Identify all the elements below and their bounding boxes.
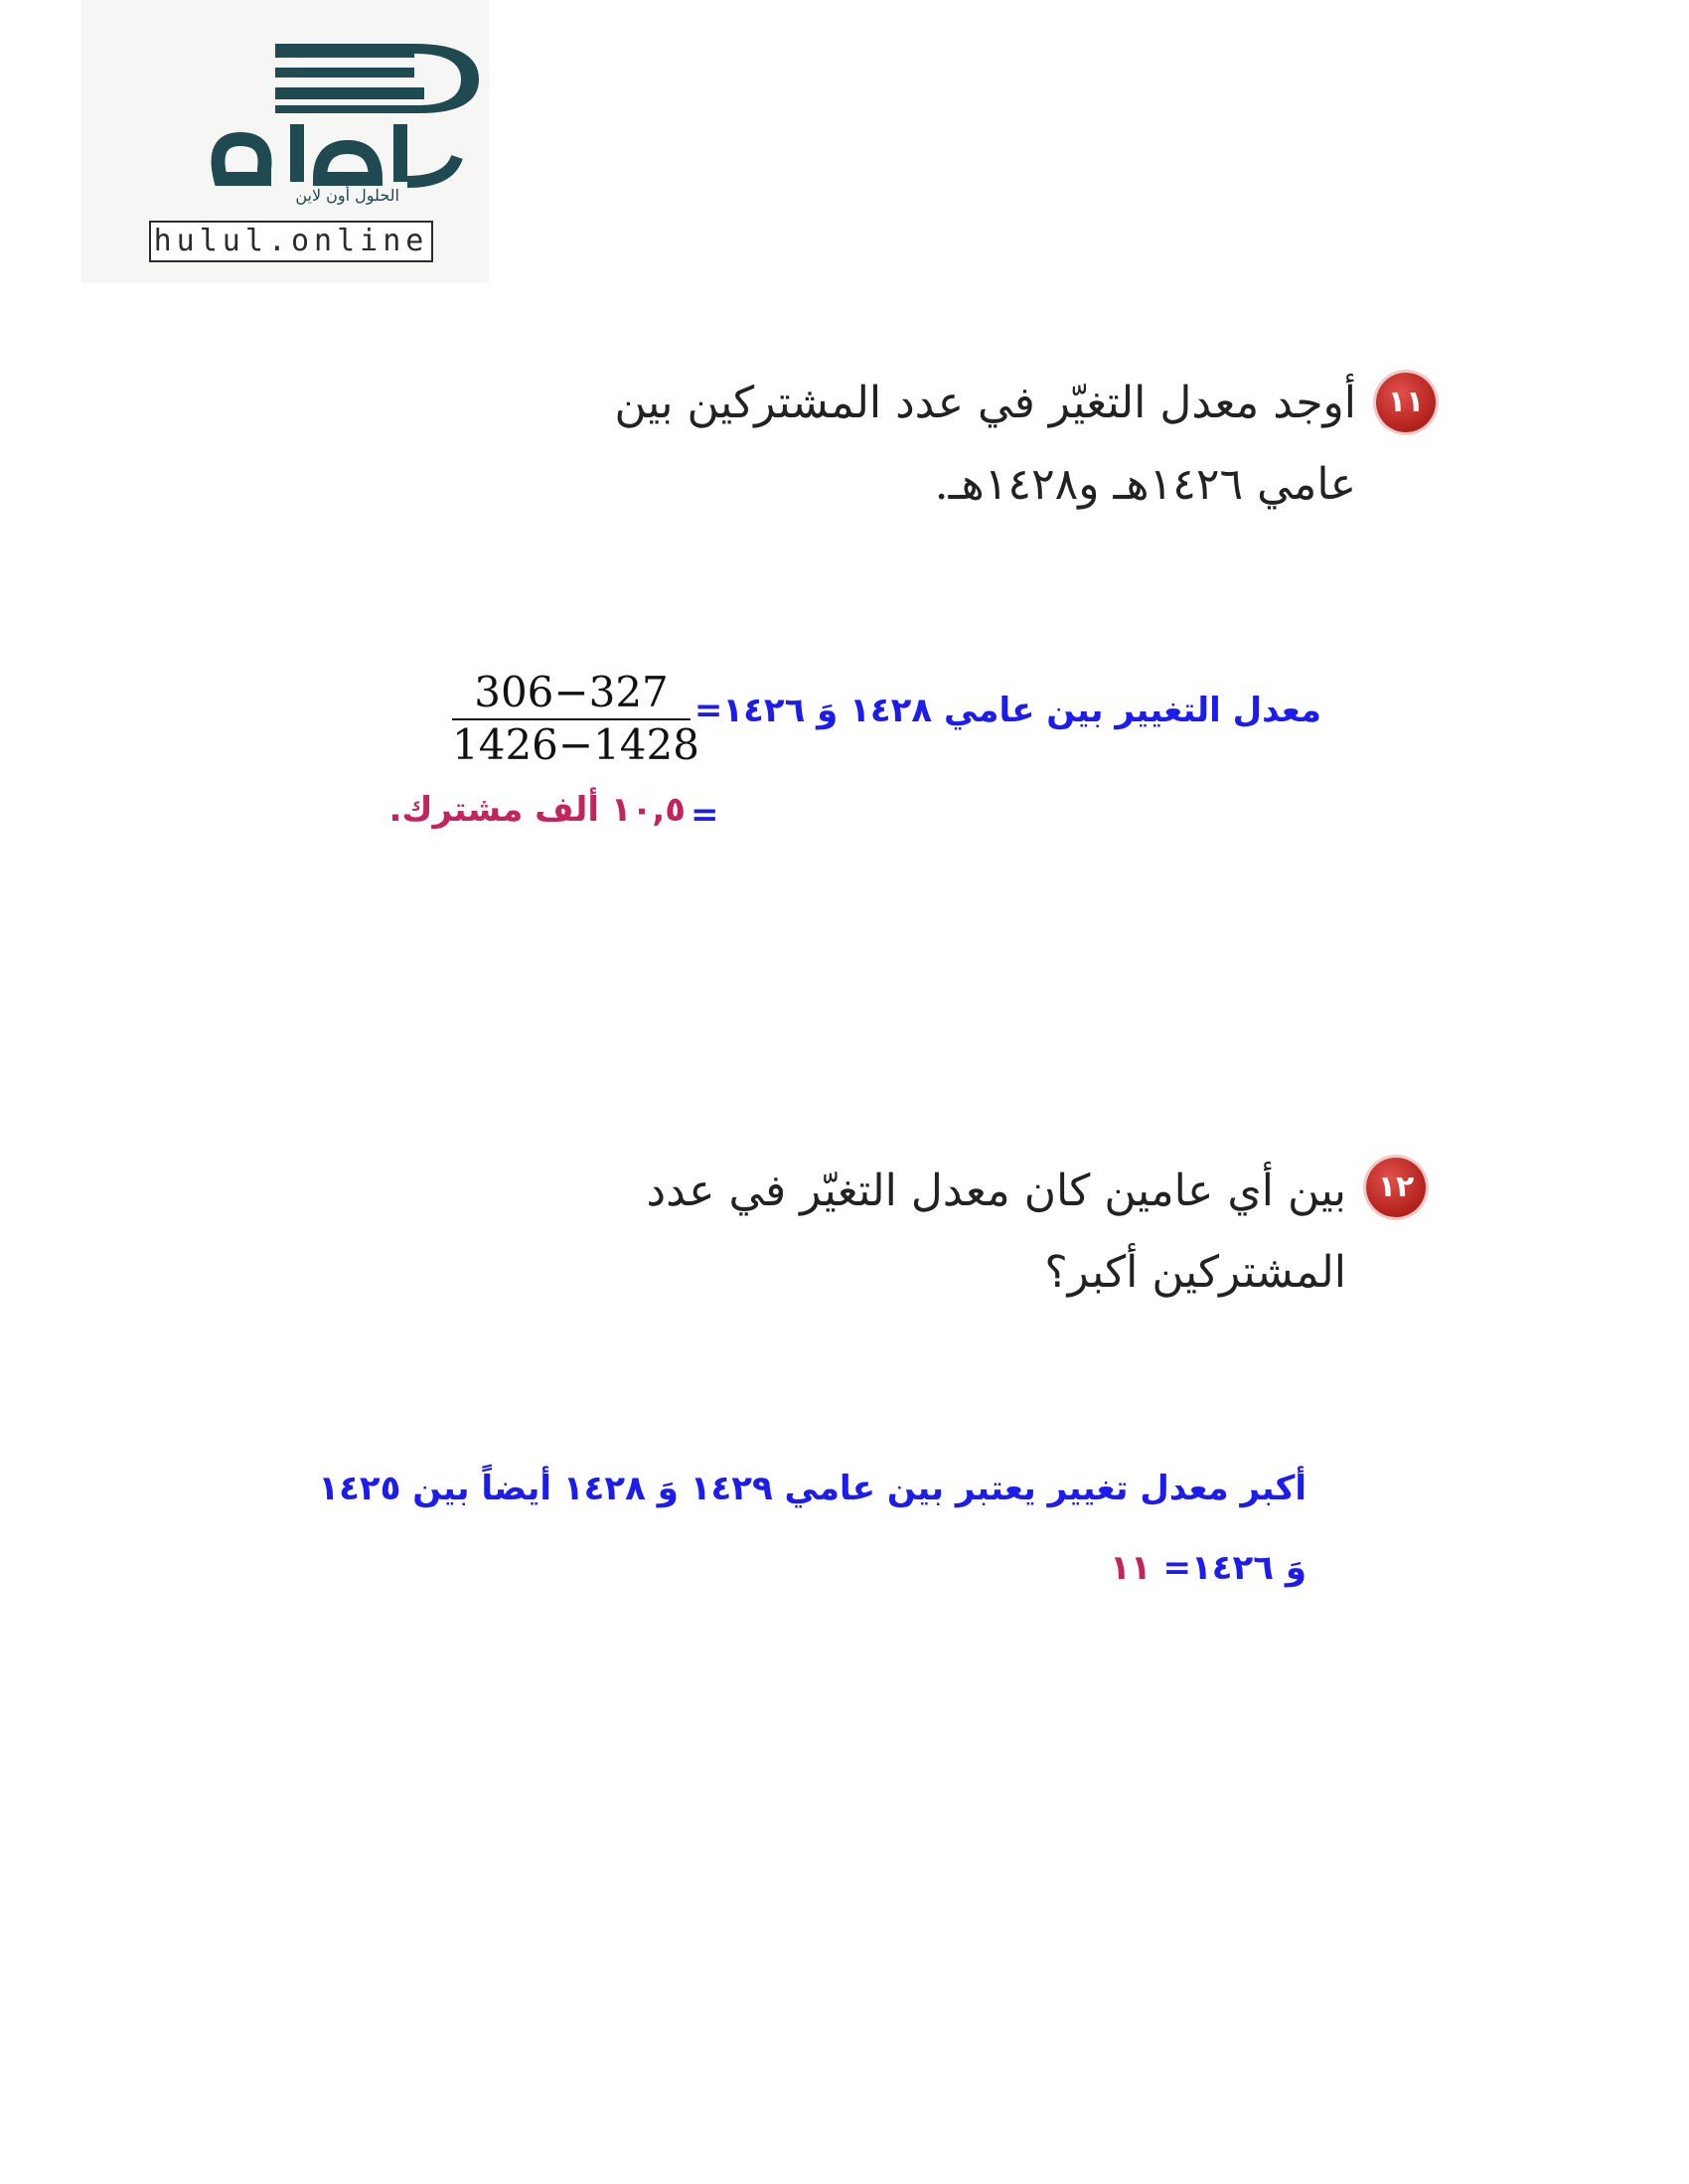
question-11-badge: ١١	[1376, 373, 1436, 432]
question-12-badge: ١٢	[1366, 1158, 1426, 1217]
answer-12-line2	[710, 1548, 1306, 1588]
question-11-line2: عامي ١٤٢٦هـ و١٤٢٨هـ.	[934, 459, 1356, 510]
hulul-logo-mark	[181, 40, 489, 209]
answer-11-equals: =	[691, 795, 719, 835]
answer-11-label: معدل التغيير بين عامي ١٤٢٨ وَ ١٤٢٦=	[693, 691, 1321, 730]
fraction-denominator: 1426−1428	[452, 720, 699, 769]
logo-url-text: hulul.online	[149, 221, 433, 262]
answer-12-result: ١١	[1110, 1548, 1163, 1588]
fraction-numerator: 306−327	[452, 668, 691, 720]
answer-11-result: ١٠,٥ ألف مشترك.	[388, 790, 686, 830]
question-11-line1: أوجد معدل التغيّر في عدد المشتركين بين	[614, 378, 1356, 428]
hulul-logo	[81, 0, 489, 283]
answer-12-line1: أكبر معدل تغيير يعتبر بين عامي ١٤٢٩ وَ ١٤٢٨ أيضاً بين ١٤٢٥	[318, 1469, 1306, 1508]
question-12-line1: بين أي عامين كان معدل التغيّر في عدد	[646, 1166, 1346, 1216]
question-12-line2: المشتركين أكبر؟	[1044, 1247, 1346, 1298]
svg-text:الحلول أون لاين: الحلول أون لاين	[295, 186, 399, 205]
answer-11-fraction	[452, 668, 699, 769]
answer-12-line2-years: وَ ١٤٢٦=	[1162, 1548, 1306, 1588]
